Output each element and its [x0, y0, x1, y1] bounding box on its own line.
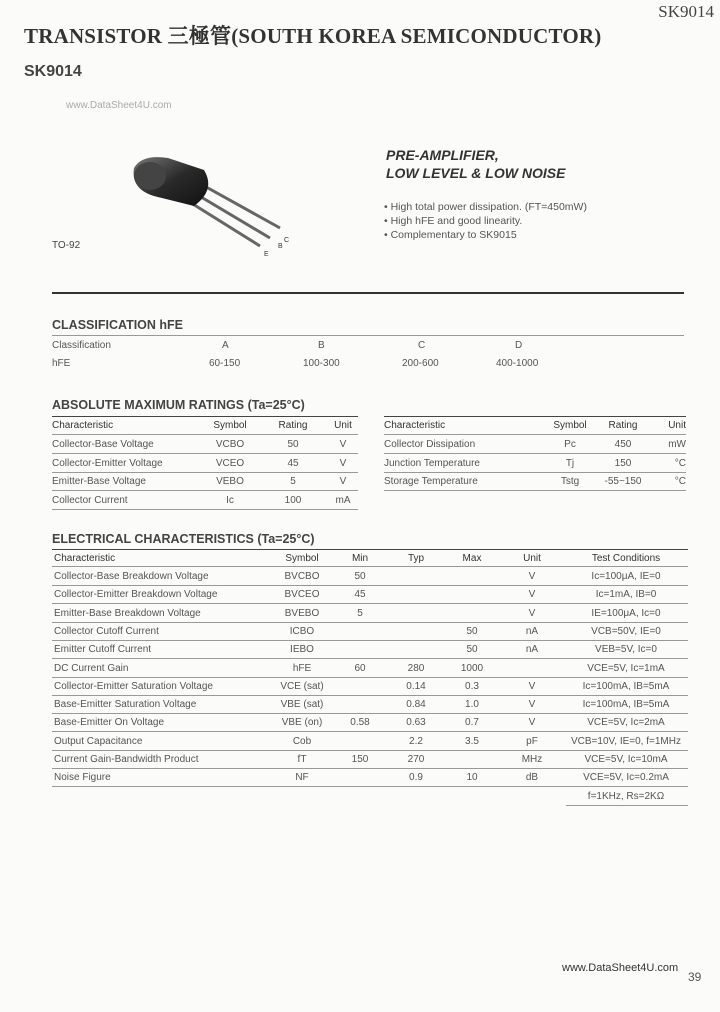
abs-right-cell: Collector Dissipation: [384, 439, 476, 450]
elec-cell: IE=100μA, Ic=0: [591, 607, 661, 619]
abs-right-cell: 150: [614, 457, 632, 469]
class-cell: 60-150: [209, 358, 241, 369]
elec-cell: DC Current Gain: [54, 662, 129, 674]
elec-row-rule: [52, 603, 688, 604]
elec-row-rule: [52, 677, 688, 678]
elec-row-rule: [52, 658, 688, 659]
elec-cell: 280: [407, 662, 425, 674]
elec-row-rule: [52, 622, 688, 623]
elec-cell: 0.14: [406, 680, 426, 692]
elec-cell: VCE=5V, Ic=2mA: [587, 717, 665, 729]
elec-cell: BVCBO: [284, 571, 320, 582]
class-header: hFE: [52, 358, 71, 369]
elec-cell: BVEBO: [284, 607, 320, 619]
abs-right-header-rule: [384, 434, 686, 435]
feature-bullet: • Complementary to SK9015: [384, 229, 517, 241]
feature-bullet: • High hFE and good linearity.: [384, 215, 523, 227]
abs-left-cell: 50: [287, 439, 299, 450]
elec-cell: 0.7: [465, 717, 479, 729]
elec-cell: 2.2: [409, 735, 423, 747]
pin-b-label: B: [278, 243, 283, 250]
abs-left-header: Unit: [334, 420, 352, 431]
abs-left-header: Characteristic: [52, 420, 114, 431]
abs-right-cell: Tj: [565, 457, 575, 469]
abs-right-row-rule: [384, 472, 686, 473]
elec-cell: Ic=100mA, IB=5mA: [582, 699, 670, 711]
elec-row-rule: [52, 695, 688, 696]
class-cell: 400-1000: [496, 358, 539, 369]
elec-cell: V: [528, 607, 536, 619]
elec-cell: VCE (sat): [280, 680, 324, 692]
abs-right-header: Unit: [668, 420, 686, 431]
abs-left-cell: V: [339, 439, 347, 450]
elec-header: Unit: [523, 553, 541, 564]
abs-right-header: Symbol: [553, 420, 587, 431]
abs-left-cell: Collector Current: [52, 494, 128, 506]
elec-cell: V: [528, 680, 536, 692]
elec-cell: 60: [354, 662, 366, 674]
elec-cell: 150: [351, 754, 369, 765]
abs-left-cell: Collector-Emitter Voltage: [52, 457, 163, 469]
class-cell: D: [515, 340, 523, 351]
abs-right-cell: 450: [614, 439, 632, 450]
elec-cell: Base-Emitter Saturation Voltage: [54, 699, 197, 711]
part-code-corner: SK9014: [658, 2, 714, 21]
abs-left-cell: V: [339, 457, 347, 469]
abs-right-top-rule: [384, 416, 686, 417]
classification-rule: [52, 335, 684, 336]
class-cell: 200-600: [402, 358, 439, 369]
section-divider: [52, 292, 684, 294]
elec-cell: VCE=5V, Ic=0.2mA: [583, 772, 669, 784]
elec-cell: 10: [466, 772, 478, 784]
elec-cell: Cob: [292, 735, 312, 747]
abs-right-cell: Storage Temperature: [384, 476, 478, 487]
elec-cell: Ic=1mA, IB=0: [595, 589, 657, 601]
elec-cell: VCB=10V, IE=0, f=1MHz: [571, 735, 681, 747]
elec-cell: 50: [466, 625, 478, 637]
elec-row-rule: [52, 750, 688, 751]
elec-cell: V: [528, 589, 536, 601]
elec-header: Test Conditions: [591, 553, 661, 564]
class-cell: 100-300: [303, 358, 340, 369]
elec-cell: VBE (on): [281, 717, 323, 729]
abs-left-cell: mA: [335, 494, 351, 506]
elec-top-rule: [52, 549, 688, 550]
feature-bullet: • High total power dissipation. (FT=450mW): [384, 201, 587, 213]
elec-cell: 50: [466, 644, 478, 656]
abs-left-row-rule: [52, 472, 358, 473]
elec-cell: nA: [525, 644, 539, 656]
elec-cell: 50: [354, 571, 366, 582]
abs-right-cell: °C: [674, 476, 686, 487]
elec-row-rule: [52, 640, 688, 641]
elec-cell: 0.9: [409, 772, 423, 784]
elec-cell: MHz: [521, 754, 543, 765]
elec-header: Max: [462, 553, 482, 564]
elec-row-rule: [52, 786, 688, 787]
class-cell: B: [318, 340, 325, 351]
package-label: TO-92: [52, 240, 81, 251]
abs-left-row-rule: [52, 509, 358, 510]
elec-cell: Current Gain-Bandwidth Product: [54, 754, 199, 765]
elec-cell: nA: [525, 625, 539, 637]
class-cell: C: [418, 340, 426, 351]
elec-cell: fT: [297, 754, 307, 765]
abs-right-cell: mW: [668, 439, 686, 450]
elec-bottom-rule: [566, 805, 688, 806]
abs-left-row-rule: [52, 490, 358, 491]
elec-cell: Collector-Emitter Saturation Voltage: [54, 680, 213, 692]
elec-cell: Ic=100mA, IB=5mA: [582, 680, 670, 692]
abs-right-row-rule: [384, 453, 686, 454]
elec-cell: BVCEO: [284, 589, 320, 601]
elec-cell: VCE=5V, Ic=10mA: [584, 754, 668, 765]
abs-left-cell: VCEO: [215, 457, 245, 469]
abs-left-top-rule: [52, 416, 358, 417]
abs-right-header: Rating: [608, 420, 638, 431]
elec-row-rule: [52, 585, 688, 586]
elec-cell: Ic=100μA, IE=0: [591, 571, 661, 582]
elec-cell: 5: [357, 607, 363, 619]
elec-row-rule: [52, 768, 688, 769]
elec-cell: Base-Emitter On Voltage: [54, 717, 165, 729]
footer-url: www.DataSheet4U.com: [562, 962, 679, 974]
abs-right-cell: -55~150: [604, 476, 642, 487]
elec-header-rule: [52, 566, 688, 567]
elec-cell: 1000: [460, 662, 484, 674]
elec-cell: 270: [407, 754, 425, 765]
elec-cell: 1.0: [465, 699, 479, 711]
feature-title-line1: PRE-AMPLIFIER,: [386, 147, 499, 163]
class-cell: A: [222, 340, 229, 351]
elec-cell: 0.3: [465, 680, 479, 692]
elec-header: Symbol: [285, 553, 319, 564]
feature-title: [386, 146, 565, 182]
pin-c-label: C: [284, 237, 290, 244]
elec-cell: dB: [525, 772, 539, 784]
elec-cell: Emitter-Base Breakdown Voltage: [54, 607, 201, 619]
elec-header: Typ: [407, 553, 425, 564]
transistor-package-icon: [120, 150, 310, 260]
abs-left-row-rule: [52, 453, 358, 454]
elec-extra-condition: f=1KHz, Rs=2KΩ: [587, 790, 665, 802]
abs-left-cell: Collector-Base Voltage: [52, 439, 154, 450]
elec-cell: Collector Cutoff Current: [54, 625, 159, 637]
elec-cell: 3.5: [465, 735, 479, 747]
abs-right-cell: Tstg: [560, 476, 580, 487]
elec-cell: Noise Figure: [54, 772, 111, 784]
elec-cell: Collector-Base Breakdown Voltage: [54, 571, 209, 582]
abs-left-cell: VEBO: [216, 476, 244, 487]
abs-right-row-rule: [384, 490, 686, 491]
elec-cell: V: [528, 699, 536, 711]
abs-left-cell: 100: [284, 494, 302, 506]
elec-cell: Collector-Emitter Breakdown Voltage: [54, 589, 218, 601]
abs-left-header: Symbol: [213, 420, 247, 431]
abs-left-cell: Ic: [226, 494, 234, 506]
elec-cell: 0.84: [406, 699, 426, 711]
abs-left-cell: Emitter-Base Voltage: [52, 476, 146, 487]
elec-cell: 45: [354, 589, 366, 601]
elec-cell: Output Capacitance: [54, 735, 143, 747]
elec-header: Characteristic: [54, 553, 116, 564]
classification-title: CLASSIFICATION hFE: [52, 318, 184, 332]
elec-title: ELECTRICAL CHARACTERISTICS (Ta=25°C): [52, 532, 315, 546]
watermark: www.DataSheet4U.com: [66, 100, 172, 111]
elec-header: Min: [351, 553, 369, 564]
elec-cell: V: [528, 717, 536, 729]
abs-right-cell: Junction Temperature: [384, 457, 480, 469]
abs-left-cell: VCBO: [215, 439, 245, 450]
abs-max-title: ABSOLUTE MAXIMUM RATINGS (Ta=25°C): [52, 398, 305, 412]
elec-cell: ICBO: [289, 625, 315, 637]
class-header: Classification: [52, 340, 111, 351]
abs-left-cell: 5: [290, 476, 296, 487]
elec-cell: VCB=50V, IE=0: [591, 625, 661, 637]
elec-cell: Emitter Cutoff Current: [54, 644, 152, 656]
elec-cell: 0.58: [350, 717, 370, 729]
elec-cell: V: [528, 571, 536, 582]
abs-left-header-rule: [52, 434, 358, 435]
elec-cell: VCE=5V, Ic=1mA: [587, 662, 665, 674]
abs-left-header: Rating: [278, 420, 308, 431]
elec-cell: pF: [526, 735, 538, 747]
abs-left-cell: 45: [287, 457, 299, 469]
feature-bullets: [384, 200, 587, 242]
pin-e-label: E: [264, 251, 269, 258]
elec-row-rule: [52, 731, 688, 732]
elec-cell: hFE: [292, 662, 312, 674]
elec-cell: 0.63: [406, 717, 426, 729]
part-number: SK9014: [24, 63, 82, 80]
abs-left-cell: V: [339, 476, 347, 487]
elec-cell: NF: [295, 772, 309, 784]
abs-right-cell: °C: [674, 457, 686, 469]
elec-cell: VBE (sat): [280, 699, 324, 711]
document-title: TRANSISTOR 三極管(SOUTH KOREA SEMICONDUCTOR): [24, 24, 602, 48]
elec-row-rule: [52, 713, 688, 714]
page-number: 39: [688, 970, 702, 984]
elec-cell: IEBO: [290, 644, 314, 656]
abs-right-cell: Pc: [564, 439, 576, 450]
feature-title-line2: LOW LEVEL & LOW NOISE: [386, 165, 566, 181]
elec-cell: VEB=5V, Ic=0: [595, 644, 657, 656]
abs-right-header: Characteristic: [384, 420, 446, 431]
